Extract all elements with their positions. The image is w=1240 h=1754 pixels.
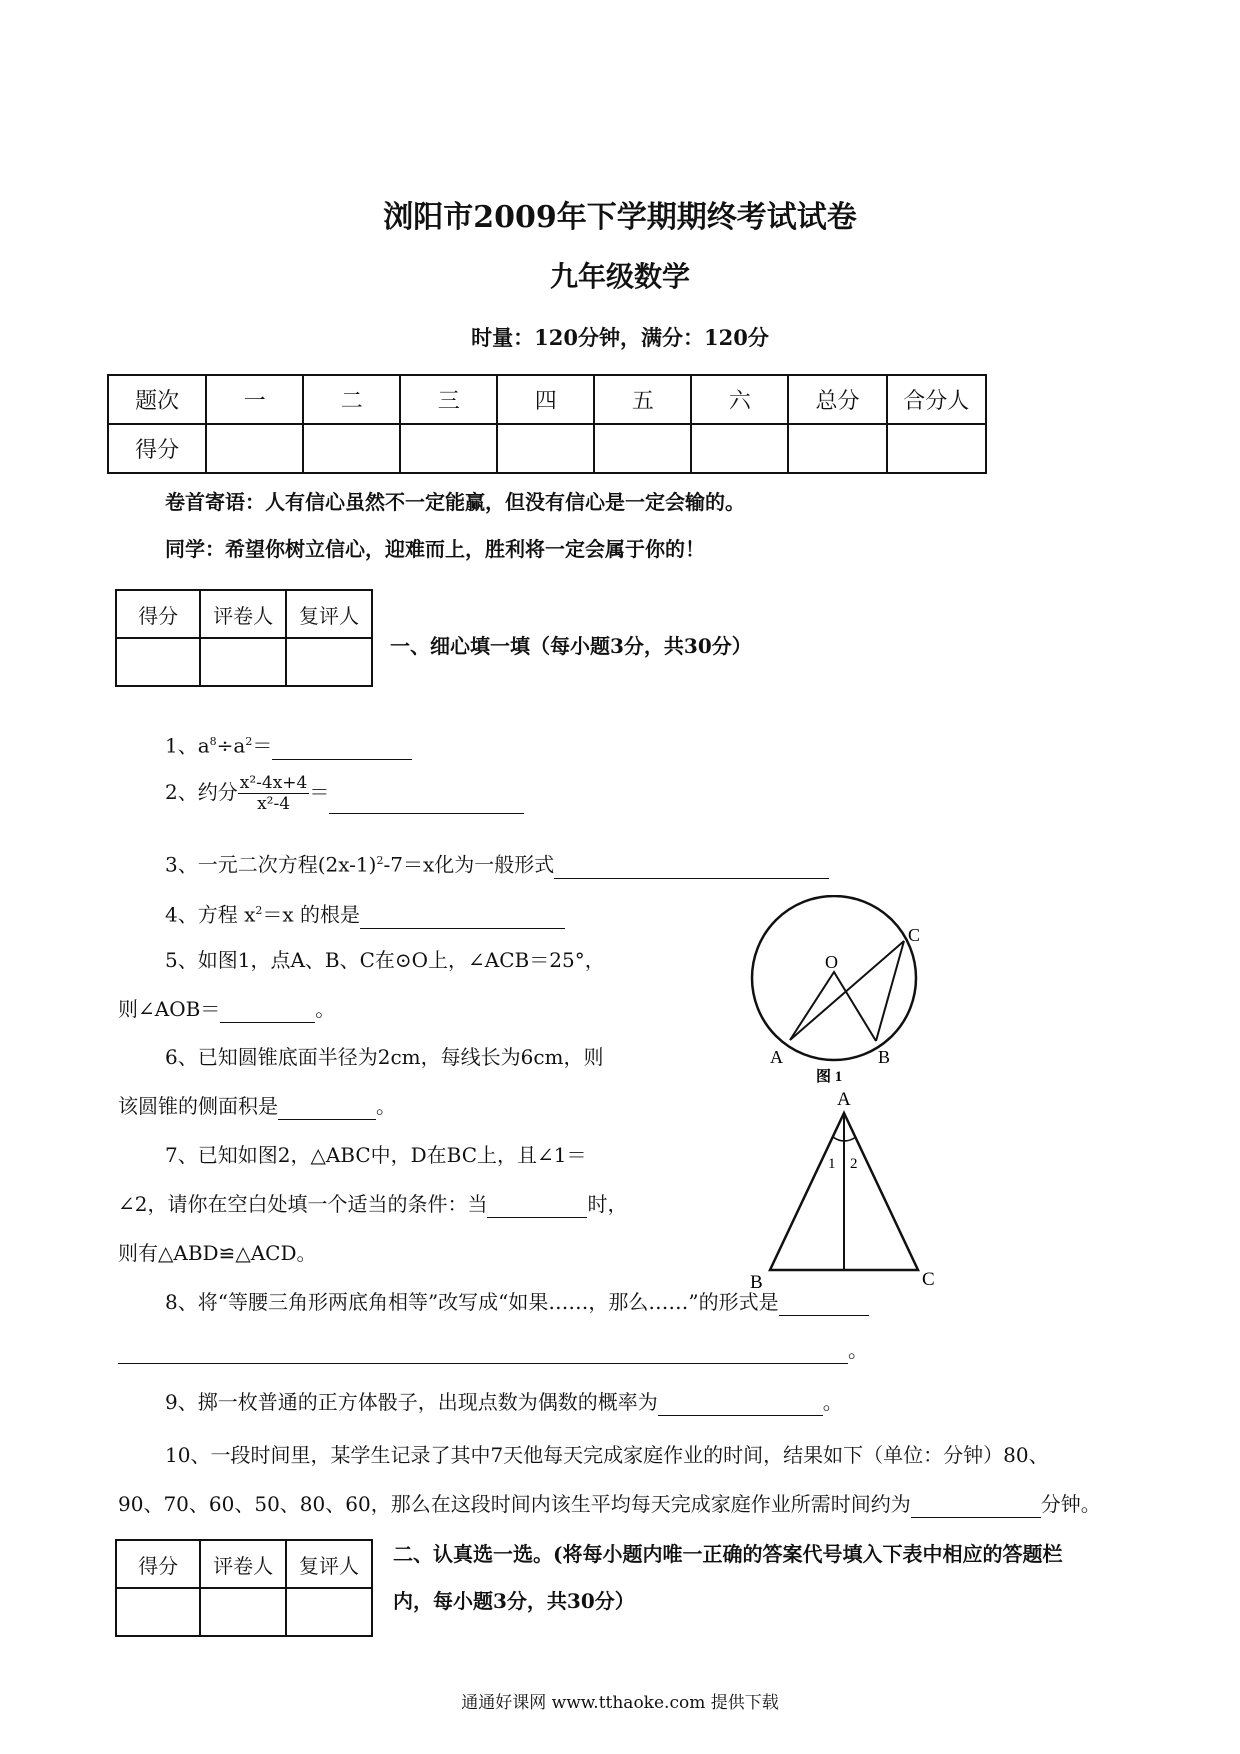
q4-suffix: ＝x 的根是 [262, 902, 361, 927]
score-cell[interactable] [400, 424, 497, 473]
grader-header: 评卷人 [200, 1540, 286, 1588]
score-table-header: 总分 [788, 375, 886, 424]
section1-title: 一、细心填一填（每小题3分，共30分） [390, 634, 752, 658]
q9-answer-blank[interactable] [658, 1393, 823, 1416]
grader-box-2 [115, 1539, 373, 1637]
q7-line2-text: ∠2，请你在空白处填一个适当的条件：当 [118, 1192, 488, 1216]
q7-line2-end: 时， [587, 1192, 628, 1216]
score-cell[interactable] [691, 424, 788, 473]
question-10-line-2 [118, 1490, 1101, 1518]
grader-cell[interactable] [200, 1588, 286, 1636]
question-7-line-2 [118, 1190, 627, 1218]
figure-1-circle-diagram [740, 895, 940, 1095]
label-b: B [750, 1272, 763, 1293]
segment-a-c [790, 941, 904, 1040]
question-1 [165, 728, 412, 760]
grader-header: 复评人 [286, 1540, 372, 1588]
q9-end: 。 [822, 1390, 843, 1414]
segment-a-o-b [790, 972, 876, 1041]
grader-cell[interactable] [286, 638, 372, 686]
score-cell[interactable] [206, 424, 303, 473]
grader-header: 复评人 [286, 590, 372, 638]
page-footer: 通通好课网 www.tthaoke.com 提供下载 [461, 1693, 779, 1713]
q1-prefix: 1、a [165, 733, 210, 758]
score-table-score-row [108, 424, 986, 473]
score-cell[interactable] [594, 424, 691, 473]
q1-suffix: ＝ [252, 733, 273, 758]
q2-denominator: x²-4 [257, 794, 291, 814]
grader-box-header-row [116, 1540, 372, 1588]
score-table-header: 二 [303, 375, 400, 424]
score-table-header: 合分人 [887, 375, 986, 424]
score-table-header: 五 [594, 375, 691, 424]
label-angle-1: 1 [828, 1156, 836, 1172]
question-6-line-2 [118, 1092, 396, 1120]
q9-text: 9、掷一枚普通的正方体骰子，出现点数为偶数的概率为 [165, 1390, 658, 1414]
question-10-line-1: 10、一段时间里，某学生记录了其中7天他每天完成家庭作业的时间，结果如下（单位：分钟）80、 [165, 1443, 1049, 1467]
section2-title-line-2: 内，每小题3分，共30分） [393, 1589, 635, 1613]
q8-answer-blank-2[interactable] [118, 1341, 848, 1364]
q7-answer-blank[interactable] [487, 1195, 587, 1218]
q1-exp1: 8 [209, 735, 217, 748]
grader-header: 得分 [116, 1540, 200, 1588]
q2-numerator: x²-4x+4 [239, 773, 308, 793]
q4-prefix: 4、方程 x [165, 902, 256, 927]
score-cell[interactable] [497, 424, 594, 473]
motto-line-2: 同学：希望你树立信心，迎难而上，胜利将一定会属于你的！ [165, 537, 705, 561]
score-row-label: 得分 [108, 424, 206, 473]
q5-answer-blank[interactable] [220, 1000, 315, 1023]
question-5-line-1: 5、如图1，点A、B、C在⊙O上，∠ACB＝25°， [165, 948, 605, 972]
q4-exp: 2 [255, 904, 263, 917]
q10-answer-blank[interactable] [911, 1495, 1041, 1518]
grader-box-1 [115, 589, 373, 687]
page-subtitle: 九年级数学 [549, 260, 690, 293]
score-table-header: 三 [400, 375, 497, 424]
q2-answer-blank[interactable] [329, 791, 524, 814]
score-table [107, 374, 987, 474]
label-a: A [770, 1047, 783, 1067]
grader-cell[interactable] [116, 1588, 200, 1636]
page-title: 浏阳市2009年下学期期终考试试卷 [383, 200, 857, 235]
q1-exp2: 2 [245, 735, 253, 748]
figure-1-caption: 图 1 [816, 1069, 843, 1085]
q10-line2-text: 90、70、60、50、80、60，那么在这段时间内该生平均每天完成家庭作业所需时间约为 [118, 1492, 911, 1516]
q10-line2-end: 分钟。 [1040, 1492, 1101, 1516]
question-9 [165, 1388, 843, 1416]
question-5-line-2 [118, 995, 335, 1023]
q6-line2-text: 该圆锥的侧面积是 [118, 1094, 278, 1118]
score-table-header: 一 [206, 375, 303, 424]
question-7-line-1: 7、已知如图2，△ABC中，D在BC上，且∠1＝ [165, 1143, 587, 1167]
grader-cell[interactable] [286, 1588, 372, 1636]
score-table-header-row [108, 375, 986, 424]
q5-line2-end: 。 [315, 997, 336, 1021]
question-3 [165, 847, 829, 879]
label-a: A [837, 1089, 851, 1110]
question-6-line-1: 6、已知圆锥底面半径为2cm，每线长为6cm，则 [165, 1045, 604, 1069]
label-angle-2: 2 [850, 1156, 858, 1172]
q2-prefix: 2、约分 [165, 780, 238, 804]
q3-exp: 2 [376, 854, 384, 867]
grader-box-blank-row [116, 1588, 372, 1636]
score-cell[interactable] [887, 424, 986, 473]
q3-suffix: -7＝x化为一般形式 [383, 852, 555, 877]
q4-answer-blank[interactable] [360, 906, 565, 929]
grader-box-blank-row [116, 638, 372, 686]
grader-header: 评卷人 [200, 590, 286, 638]
q3-prefix: 3、一元二次方程(2x-1) [165, 852, 377, 877]
question-7-line-3: 则有△ABD≌△ACD。 [118, 1241, 317, 1265]
q1-mid: ÷a [216, 733, 246, 758]
score-cell[interactable] [788, 424, 886, 473]
grader-cell[interactable] [200, 638, 286, 686]
q2-fraction [238, 773, 310, 814]
grader-cell[interactable] [116, 638, 200, 686]
q5-line2-text: 则∠AOB＝ [118, 997, 221, 1021]
figure-2-triangle-diagram [740, 1085, 960, 1300]
section2-title-line-1: 二、认真选一选。(将每小题内唯一正确的答案代号填入下表中相应的答题栏 [393, 1542, 1063, 1566]
circle-o [752, 896, 916, 1060]
q8-text: 8、将“等腰三角形两底角相等”改写成“如果……，那么……”的形式是 [165, 1290, 779, 1314]
question-2 [165, 773, 524, 814]
score-table-header: 六 [691, 375, 788, 424]
motto-line-1: 卷首寄语：人有信心虽然不一定能赢，但没有信心是一定会输的。 [165, 490, 745, 514]
q1-answer-blank[interactable] [272, 737, 412, 760]
q3-answer-blank[interactable] [554, 856, 829, 879]
question-4 [165, 897, 565, 929]
q2-suffix: ＝ [309, 780, 330, 804]
label-c: C [922, 1269, 935, 1290]
q6-line2-end: 。 [376, 1094, 396, 1118]
label-o: O [825, 952, 838, 972]
label-c: C [908, 925, 921, 945]
score-cell[interactable] [303, 424, 400, 473]
label-b: B [878, 1047, 891, 1067]
exam-meta: 时量：120分钟，满分：120分 [471, 325, 769, 350]
question-8-line-2 [118, 1336, 868, 1364]
q6-answer-blank[interactable] [278, 1097, 376, 1120]
grader-box-header-row [116, 590, 372, 638]
score-table-header: 题次 [108, 375, 206, 424]
grader-header: 得分 [116, 590, 200, 638]
q8-line2-end: 。 [848, 1338, 868, 1362]
score-table-header: 四 [497, 375, 594, 424]
